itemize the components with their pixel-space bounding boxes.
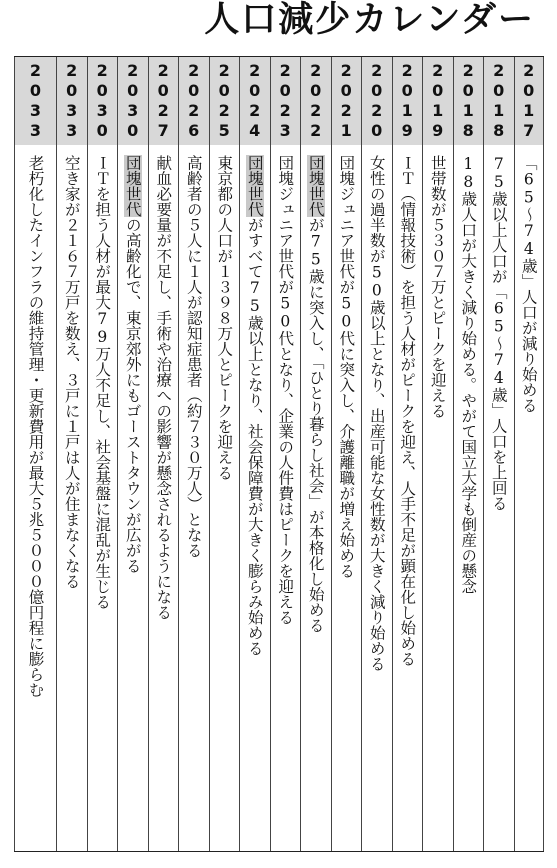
calendar-entry — [331, 57, 362, 851]
calendar-entry — [239, 57, 270, 851]
calendar-entry — [270, 57, 301, 851]
entry-text — [180, 145, 208, 558]
entry-text-part: 献血必要量が不足し、手術や治療への影響が懸念されるようになる — [154, 155, 173, 620]
entry-text-part: 高齢者の５人に１人が認知症患者（約７３０万人）となる — [184, 155, 203, 558]
calendar-entry — [209, 57, 240, 851]
entry-text — [22, 145, 50, 698]
entry-text-part: の高齢化で、東京郊外にもゴーストタウンが広がる — [123, 217, 142, 574]
entry-year: 2 0 1 8 — [484, 57, 514, 145]
entry-text-part: 団塊ジュニア世代が50代となり、企業の人件費はピークを迎える — [276, 155, 295, 625]
entry-text — [271, 145, 299, 625]
entry-text-part: がすべて75歳以上となり、社会保障費が大きく膨らみ始める — [245, 217, 264, 656]
entry-year: 2 0 2 1 — [332, 57, 362, 145]
calendar-entry — [148, 57, 179, 851]
entry-year: 2 0 1 8 — [454, 57, 484, 145]
entry-text-part: 団塊ジュニア世代が50代に突入し、介護離職が増え始める — [337, 155, 356, 579]
entry-text — [332, 145, 360, 579]
entry-year: 2 0 3 0 — [118, 57, 148, 145]
calendar-table — [14, 56, 544, 852]
calendar-entry — [56, 57, 87, 851]
highlighted-term: 団塊世代 — [123, 155, 142, 217]
entry-text — [149, 145, 177, 620]
entry-text — [210, 145, 238, 481]
entry-text — [393, 145, 421, 667]
calendar-entry — [514, 57, 545, 851]
entry-text-part: 75歳以上人口が「65～74歳」人口を上回る — [489, 155, 508, 511]
entry-text-part: が75歳に突入し、「ひとり暮らし社会」が本格化し始める — [306, 217, 325, 633]
entry-year: 2 0 1 7 — [515, 57, 544, 145]
entry-year: 2 0 2 3 — [271, 57, 301, 145]
entry-year: 2 0 2 2 — [301, 57, 331, 145]
entry-text-part: 東京都の人口が１３９８万人とピークを迎える — [215, 155, 234, 481]
entry-year: 2 0 2 4 — [240, 57, 270, 145]
highlighted-term: 団塊世代 — [245, 155, 264, 217]
entry-text — [302, 145, 330, 633]
entry-text — [454, 145, 482, 594]
calendar-entry — [422, 57, 453, 851]
entry-year: 2 0 3 3 — [57, 57, 87, 145]
entry-year: 2 0 2 6 — [179, 57, 209, 145]
calendar-entry — [87, 57, 118, 851]
page-title: 人口減少カレンダー — [204, 0, 535, 40]
entry-text — [119, 145, 147, 574]
entry-year: 2 0 1 9 — [423, 57, 453, 145]
calendar-entry — [300, 57, 331, 851]
calendar-entry — [14, 57, 56, 851]
entry-year: 2 0 2 7 — [149, 57, 179, 145]
entry-text-part: ＩＴ（情報技術）を担う人材がピークを迎え、人手不足が顕在化し始める — [398, 155, 417, 667]
entry-text-part: 「65～74歳」人口が減り始める — [519, 155, 538, 413]
entry-text — [88, 145, 116, 610]
entry-text-part: ＩＴを担う人材が最大79万人不足し、社会基盤に混乱が生じる — [93, 155, 112, 610]
entry-text — [363, 145, 391, 672]
entry-year: 2 0 3 3 — [15, 57, 56, 145]
entry-text-part: 18歳人口が大きく減り始める。やがて国立大学も倒産の懸念 — [459, 155, 478, 594]
entry-text-part: 老朽化したインフラの維持管理・更新費用が最大５兆５０００億円程に膨らむ — [26, 155, 45, 698]
entry-text — [241, 145, 269, 656]
calendar-entry — [361, 57, 392, 851]
entry-text — [515, 145, 543, 413]
entry-text — [424, 145, 452, 419]
entry-text-part: 空き家が２１６７万戸を数え、３戸に１戸は人が住まなくなる — [62, 155, 81, 589]
entry-year: 2 0 3 0 — [88, 57, 118, 145]
calendar-entry — [178, 57, 209, 851]
entry-year: 2 0 2 5 — [210, 57, 240, 145]
highlighted-term: 団塊世代 — [306, 155, 325, 217]
entry-year: 2 0 2 0 — [362, 57, 392, 145]
calendar-entry — [483, 57, 514, 851]
entry-text-part: 女性の過半数が50歳以上となり、出産可能な女性数が大きく減り始める — [367, 155, 386, 672]
calendar-entry — [453, 57, 484, 851]
entry-year: 2 0 1 9 — [393, 57, 423, 145]
entry-text — [58, 145, 86, 589]
entry-text-part: 世帯数が５３０７万とピークを迎える — [428, 155, 447, 419]
entry-text — [485, 145, 513, 511]
calendar-entry — [392, 57, 423, 851]
calendar-entry — [117, 57, 148, 851]
